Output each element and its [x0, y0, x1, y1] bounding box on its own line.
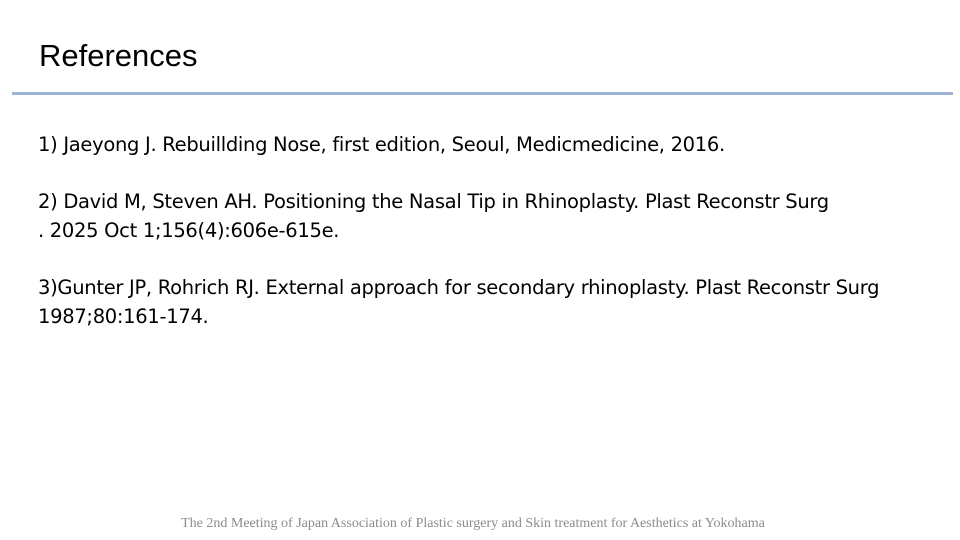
title-divider: [12, 92, 953, 95]
slide-title: References: [39, 38, 198, 73]
references-list: [38, 130, 938, 359]
reference-item-1: [38, 130, 938, 159]
footer-text: The 2nd Meeting of Japan Association of Plastic surgery and Skin treatment for Aesthetics at Yokohama: [181, 516, 765, 531]
reference-item-2: [38, 187, 938, 245]
reference-item-3: [38, 273, 938, 331]
reference-3-line-1: 3)Gunter JP, Rohrich RJ. External approach for secondary rhinoplasty. Plast Reconstr Surg: [38, 276, 880, 299]
reference-1-line-1: 1) Jaeyong J. Rebuillding Nose, first edition, Seoul, Medicmedicine, 2016.: [38, 133, 725, 156]
reference-2-line-2: . 2025 Oct 1;156(4):606e-615e.: [38, 219, 340, 242]
reference-3-line-2: 1987;80:161-174.: [38, 305, 209, 328]
reference-2-line-1: 2) David M, Steven AH. Positioning the Nasal Tip in Rhinoplasty. Plast Reconstr Surg: [38, 190, 829, 213]
